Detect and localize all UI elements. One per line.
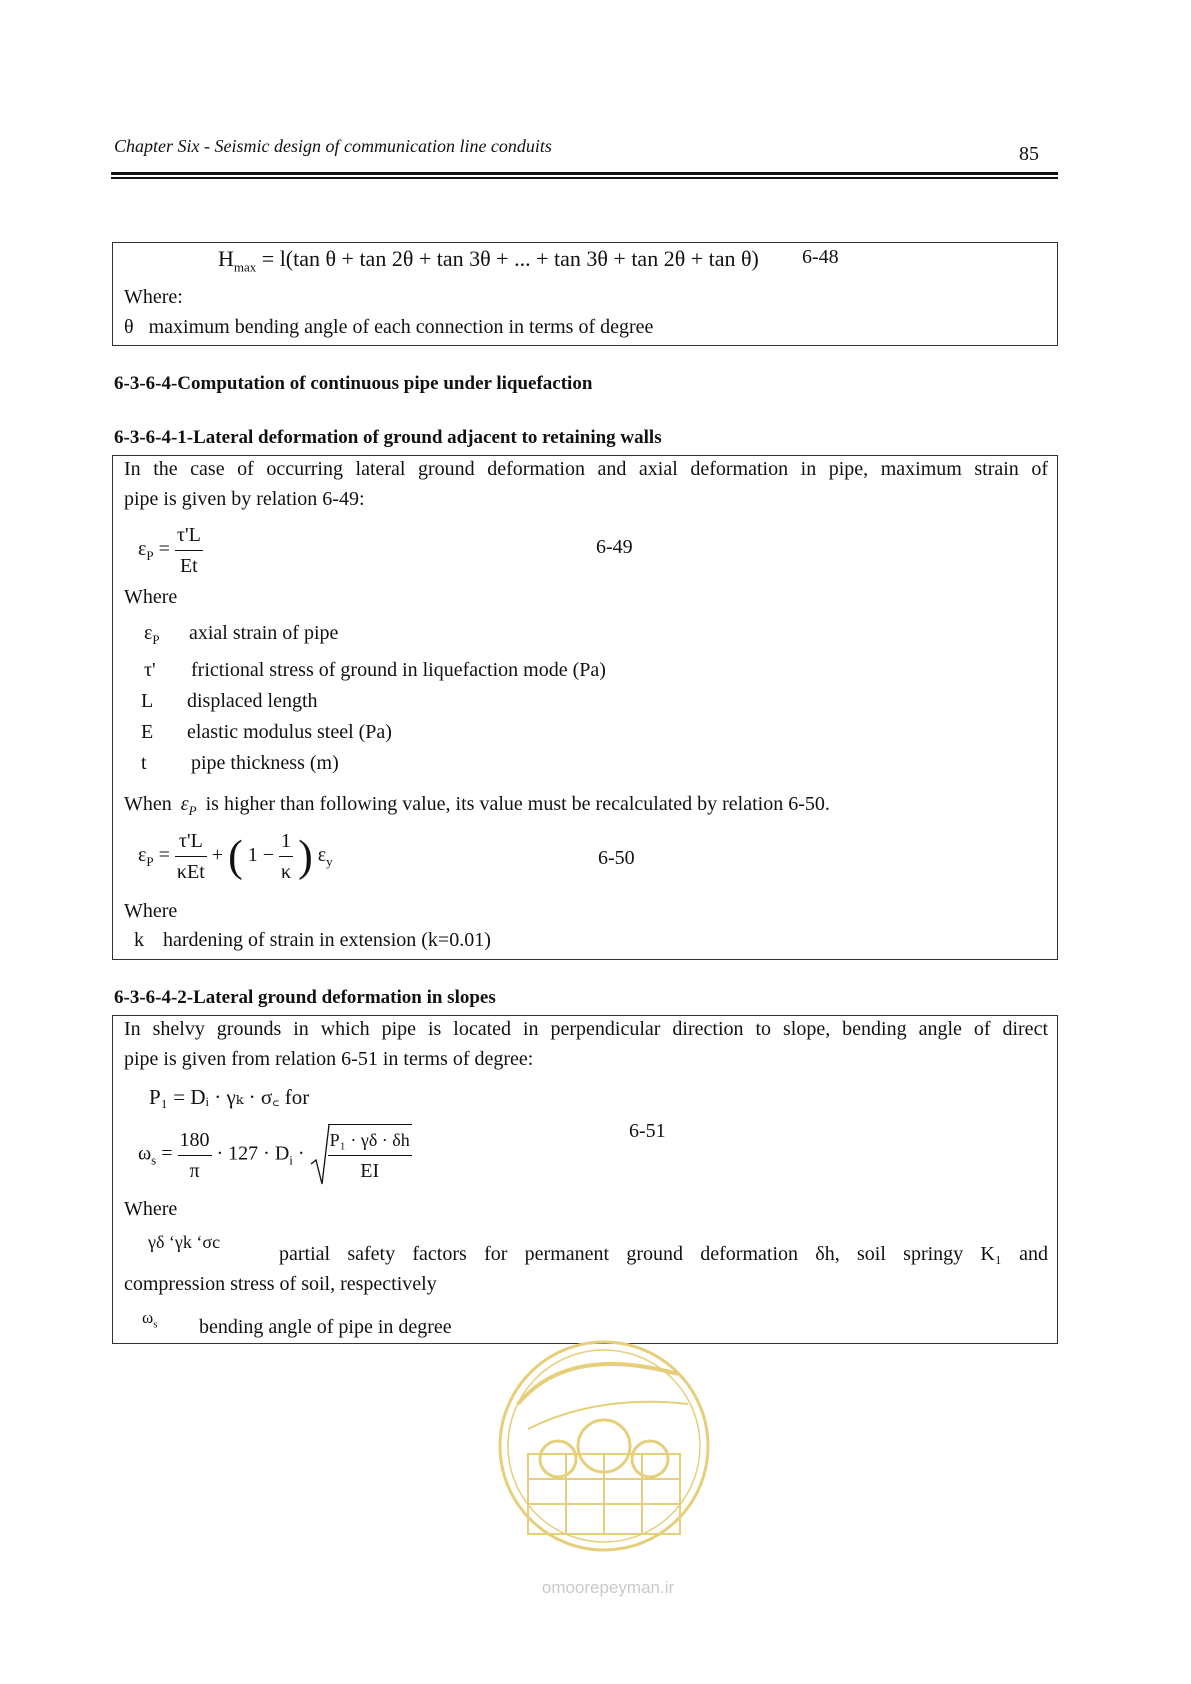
def-k: [134, 929, 491, 952]
eq51-eq: =: [161, 1142, 173, 1165]
eq50-den2: κ: [281, 861, 292, 883]
def-symbol: ε: [144, 622, 153, 644]
eq51-lhs: ω: [138, 1142, 152, 1165]
def-e-text: elastic modulus steel (Pa): [187, 721, 392, 743]
equation-6-51a: P₁ = Dᵢ · γₖ · σ꜀ for: [149, 1085, 310, 1109]
eq50-tail-sub: y: [326, 854, 333, 870]
watermark-logo: [488, 1334, 720, 1634]
eq51-sqrt-num: P₁ · γδ · δh: [328, 1125, 412, 1156]
eq50-eq: =: [158, 844, 170, 867]
page-number: 85: [1019, 143, 1039, 165]
def-theta-symbol: θ: [124, 316, 134, 338]
eq50-num1: τ'L: [175, 826, 207, 857]
where-label-3: Where: [124, 900, 178, 922]
def-omega: [142, 1308, 157, 1330]
intro-line-1: In the case of occurring lateral ground deformation and axial deformation in pipe, maximum strain of: [124, 458, 1048, 480]
where-label-4: Where: [124, 1198, 178, 1220]
eq51-mid: · 127 · D: [216, 1142, 290, 1165]
def-e: E: [141, 721, 154, 743]
eq50-fraction-2: [279, 826, 293, 887]
header-rule-thick: [111, 172, 1058, 175]
eq50-one-minus: 1 −: [247, 844, 274, 867]
eq51-num: 180: [178, 1125, 212, 1156]
eq49-numerator: τ'L: [175, 520, 203, 551]
equation-6-51b: [138, 1124, 412, 1186]
intro-line-4: pipe is given from relation 6-51 in terms of degree:: [124, 1048, 534, 1070]
where-label-2: Where: [124, 586, 178, 608]
eq50-den1: κEt: [176, 861, 205, 883]
def-tau: τ': [144, 659, 156, 681]
chapter-title: Chapter Six - Seismic design of communication line conduits: [114, 136, 552, 156]
section-heading-6-3-6-4: 6-3-6-4-Computation of continuous pipe under liquefaction: [114, 373, 593, 394]
eq51-sqrt: [310, 1124, 412, 1186]
eq51-sqrt-fraction: [328, 1124, 412, 1186]
intro-line-2: pipe is given by relation 6-49:: [124, 488, 365, 510]
eq51-dot: ·: [297, 1142, 305, 1165]
def-theta-text: maximum bending angle of each connection in terms of degree: [148, 316, 654, 338]
eq51-fraction: [178, 1125, 212, 1186]
section-heading-6-3-6-4-1: 6-3-6-4-1-Lateral deformation of ground adjacent to retaining walls: [114, 427, 662, 448]
def-tau-text: frictional stress of ground in liquefaction mode (Pa): [191, 659, 606, 681]
when-symbol: $\varepsilon_P$: [180, 793, 197, 818]
def-safety-line-2: compression stress of soil, respectively: [124, 1273, 437, 1295]
eq51-mid-sub: i: [289, 1152, 293, 1168]
eq49-lhs: ε: [138, 538, 147, 561]
equation-number-6-49: 6-49: [596, 536, 633, 558]
watermark-text: omoorepeyman.ir: [541, 1578, 675, 1597]
eq48-lhs-sub: max: [233, 259, 257, 275]
eq49-fraction: [175, 520, 203, 581]
def-epsilon-p: [144, 622, 160, 648]
eq48-rhs: = l(tan θ + tan 2θ + tan 3θ + ... + tan 3θ + tan 2θ + tan θ): [261, 246, 759, 271]
eq49-eq: =: [158, 538, 170, 561]
def-k-text: hardening of strain in extension (k=0.01): [163, 929, 491, 951]
eq48-lhs: H: [218, 246, 234, 271]
def-epsilon-p-text: axial strain of pipe: [189, 622, 339, 644]
def-l-text: displaced length: [187, 690, 318, 712]
def-t-text: pipe thickness (m): [191, 752, 339, 774]
when-pre: When: [124, 793, 172, 815]
eq50-plus: +: [211, 844, 224, 867]
eq50-num2: 1: [279, 826, 293, 857]
sqrt-sign: [310, 1124, 330, 1186]
def-symbol-sub: P: [152, 632, 160, 647]
def-safety-line-1: partial safety factors for permanent ground deformation δh, soil springy K₁ and: [279, 1243, 1048, 1265]
where-label: Where:: [124, 286, 183, 308]
header-rule-thin: [111, 177, 1058, 179]
equation-number-6-48: 6-48: [802, 246, 839, 268]
eq50-tail: ε: [317, 844, 327, 867]
def-omega-sub: s: [153, 1318, 158, 1331]
watermark-seal-icon: [488, 1334, 720, 1594]
eq50-lhs-sub: P: [146, 854, 154, 870]
equation-number-6-51: 6-51: [629, 1120, 666, 1142]
def-safety-symbols: γδ ‘γk ‘σc: [148, 1232, 221, 1252]
eq50-right-paren: ): [298, 831, 313, 881]
eq51-lhs-sub: s: [151, 1152, 157, 1168]
equation-6-48: [218, 246, 759, 275]
equation-number-6-50: 6-50: [598, 847, 635, 869]
def-l: L: [141, 690, 154, 712]
def-omega-text: bending angle of pipe in degree: [199, 1316, 452, 1338]
intro-line-3: In shelvy grounds in which pipe is located in perpendicular direction to slope, bending angle of direct: [124, 1018, 1048, 1040]
def-t: t: [141, 752, 147, 774]
eq50-left-paren: (: [228, 831, 243, 881]
eq51-sqrt-den: EI: [360, 1160, 380, 1182]
section-heading-6-3-6-4-2: 6-3-6-4-2-Lateral ground deformation in slopes: [114, 987, 496, 1008]
eq49-denominator: Et: [179, 555, 198, 577]
def-theta: [124, 316, 653, 339]
eq50-lhs: ε: [138, 844, 147, 867]
equation-6-50: [138, 826, 333, 887]
eq49-lhs-sub: P: [146, 548, 154, 564]
def-omega-symbol: ω: [142, 1308, 154, 1327]
eq50-fraction-1: [175, 826, 207, 887]
when-post: is higher than following value, its value must be recalculated by relation 6-50.: [205, 793, 830, 815]
def-k-symbol: k: [134, 929, 144, 951]
eq51-den: π: [189, 1159, 200, 1182]
equation-6-49: [138, 520, 203, 581]
when-sentence: [124, 793, 830, 819]
